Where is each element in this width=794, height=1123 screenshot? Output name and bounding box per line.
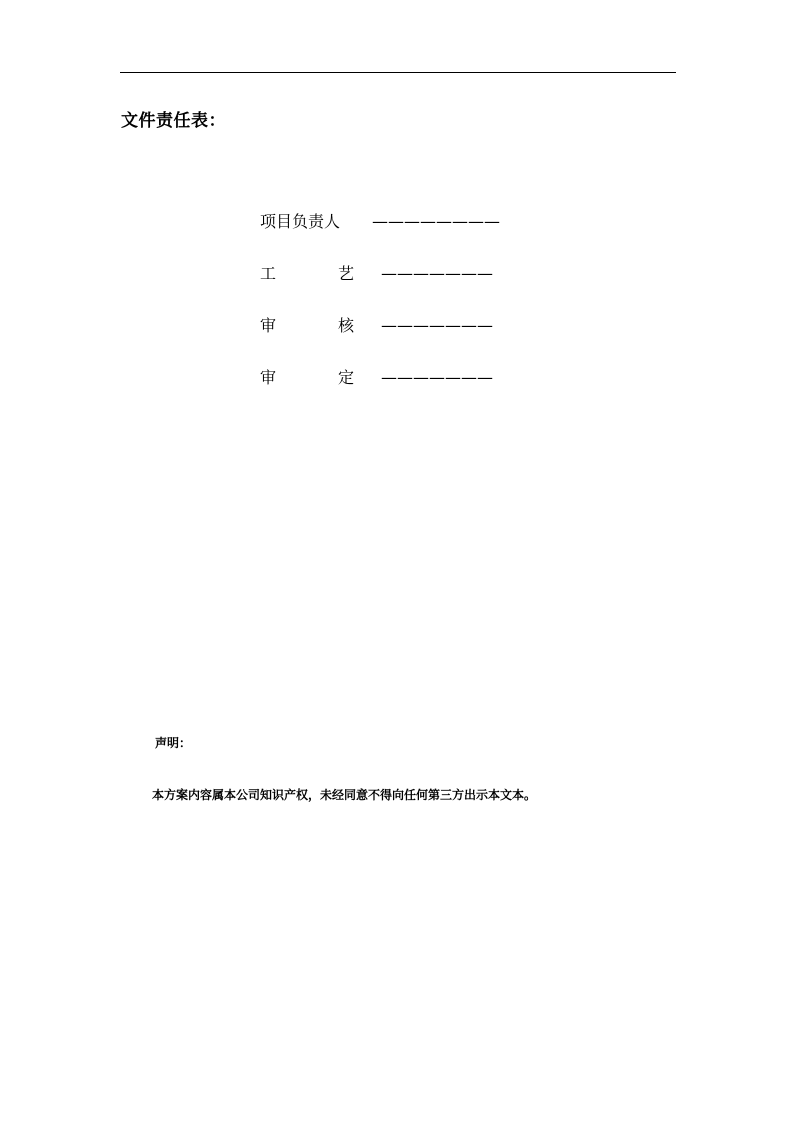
signature-line: ——————— [381,264,493,283]
signature-label-char: 定 [337,368,354,387]
declaration-title: 声明： [155,736,192,750]
signature-label [260,314,354,338]
signature-line: ———————— [372,212,500,231]
section-title: 文件责任表： [121,111,226,131]
signature-line: ——————— [381,368,493,387]
signature-label-char: 审 [260,316,277,335]
signature-label [260,262,354,286]
header-rule [120,72,676,73]
signature-label-char: 核 [337,316,354,335]
signature-label-char: 艺 [337,264,354,283]
signature-label: 项目负责人 [260,212,341,231]
signature-line: ——————— [381,316,493,335]
signature-label [260,366,354,390]
declaration-text: 本方案内容属本公司知识产权，未经同意不得向任何第三方出示本文本。 [152,788,537,802]
signature-label-char: 审 [260,368,277,387]
signature-label-char: 工 [260,264,277,283]
